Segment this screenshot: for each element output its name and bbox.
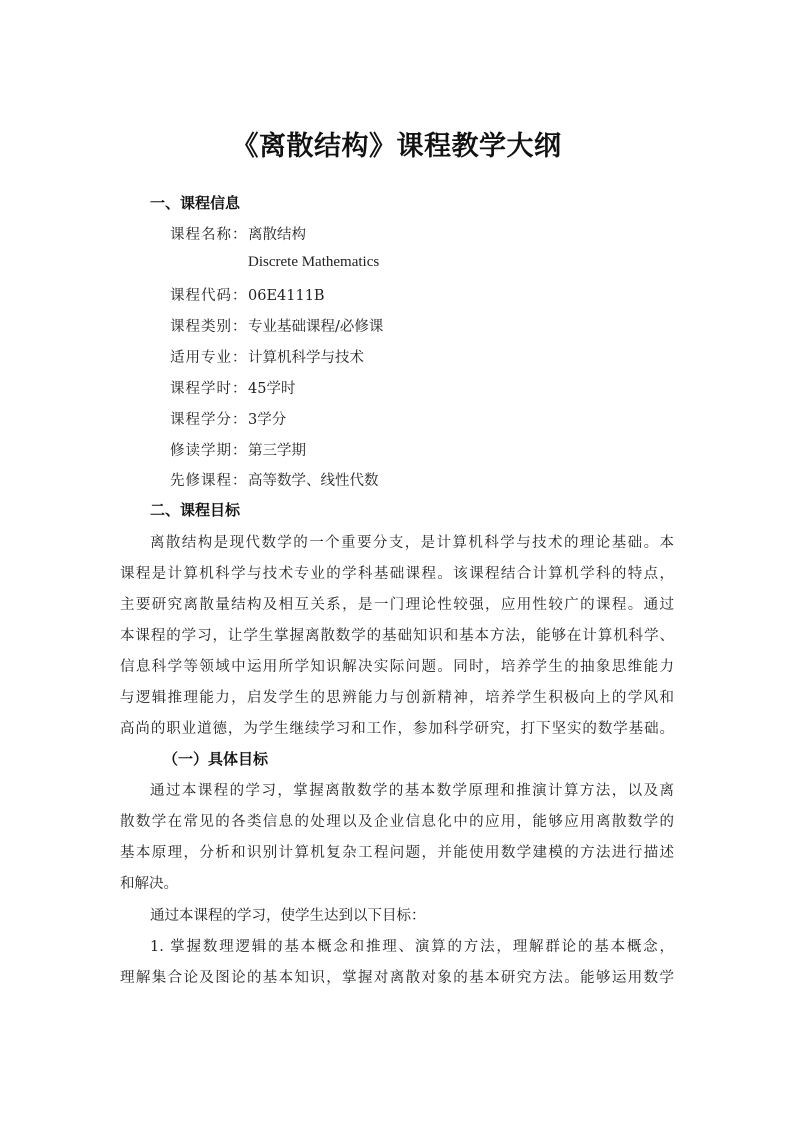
paragraph-line: 基本原理，分析和识别计算机复杂工程问题，并能使用数学建模的方法进行描述 xyxy=(120,845,674,861)
info-row-course-hours xyxy=(170,377,295,398)
paragraph-line: 本课程的学习，让学生掌握离散数学的基础知识和基本方法，能够在计算机科学、 xyxy=(120,628,674,644)
paragraph-line: 信息科学等领域中运用所学知识解决实际问题。同时，培养学生的抽象思维能力 xyxy=(120,659,674,675)
info-row-course-code xyxy=(170,284,325,305)
info-value: 专业基础课程/必修课 xyxy=(248,319,384,335)
list-item-line: 理解集合论及图论的基本知识，掌握对离散对象的基本研究方法。能够运用数学 xyxy=(120,970,674,986)
info-row-applicable-major xyxy=(170,346,364,367)
section-heading-course-info: 一、课程信息 xyxy=(150,194,241,212)
info-value: 45学时 xyxy=(248,381,296,397)
paragraph-line: 通过本课程的学习，使学生达到以下目标： xyxy=(150,908,426,924)
section-heading-course-objectives: 二、课程目标 xyxy=(150,501,241,519)
subsection-heading-specific-objectives: （一）具体目标 xyxy=(163,750,269,768)
info-label: 课程类别： xyxy=(170,319,248,335)
info-label: 先修课程： xyxy=(170,473,248,489)
paragraph-line: 和解决。 xyxy=(120,876,178,892)
info-label: 修读学期： xyxy=(170,443,248,459)
info-value: 计算机科学与技术 xyxy=(248,350,364,366)
info-value: 高等数学、线性代数 xyxy=(248,473,379,489)
info-value: 第三学期 xyxy=(248,443,306,459)
info-label: 课程学时： xyxy=(170,381,248,397)
paragraph-line: 散数学在常见的各类信息的处理以及企业信息化中的应用，能够应用离散数学的 xyxy=(120,814,674,830)
course-name-english: Discrete Mathematics xyxy=(248,254,380,270)
paragraph-line: 离散结构是现代数学的一个重要分支，是计算机科学与技术的理论基础。本 xyxy=(150,535,674,551)
paragraph-line: 高尚的职业道德，为学生继续学习和工作，参加科学研究，打下坚实的数学基础。 xyxy=(120,721,674,737)
list-item-line: 1. 掌握数理逻辑的基本概念和推理、演算的方法，理解群论的基本概念， xyxy=(150,939,674,955)
info-label: 适用专业： xyxy=(170,350,248,366)
info-value: 离散结构 xyxy=(248,227,306,243)
info-row-course-category xyxy=(170,315,383,336)
info-label: 课程学分： xyxy=(170,412,248,428)
paragraph-line: 通过本课程的学习，掌握离散数学的基本数学原理和推演计算方法，以及离 xyxy=(150,783,674,799)
info-label: 课程名称： xyxy=(170,227,248,243)
info-value: 06E4111B xyxy=(248,288,325,304)
info-row-semester xyxy=(170,439,306,460)
paragraph-line: 主要研究离散量结构及相互关系，是一门理论性较强，应用性较广的课程。通过 xyxy=(120,597,674,613)
info-row-course-name xyxy=(170,223,306,244)
document-title: 《离散结构》课程教学大纲 xyxy=(231,131,562,162)
info-row-course-credits xyxy=(170,408,286,429)
info-row-prerequisites xyxy=(170,469,379,490)
info-label: 课程代码： xyxy=(170,288,248,304)
paragraph-line: 与逻辑推理能力，启发学生的思辨能力与创新精神，培养学生积极向上的学风和 xyxy=(120,690,674,706)
info-value: 3学分 xyxy=(248,412,287,428)
paragraph-line: 课程是计算机科学与技术专业的学科基础课程。该课程结合计算机学科的特点， xyxy=(120,566,674,582)
